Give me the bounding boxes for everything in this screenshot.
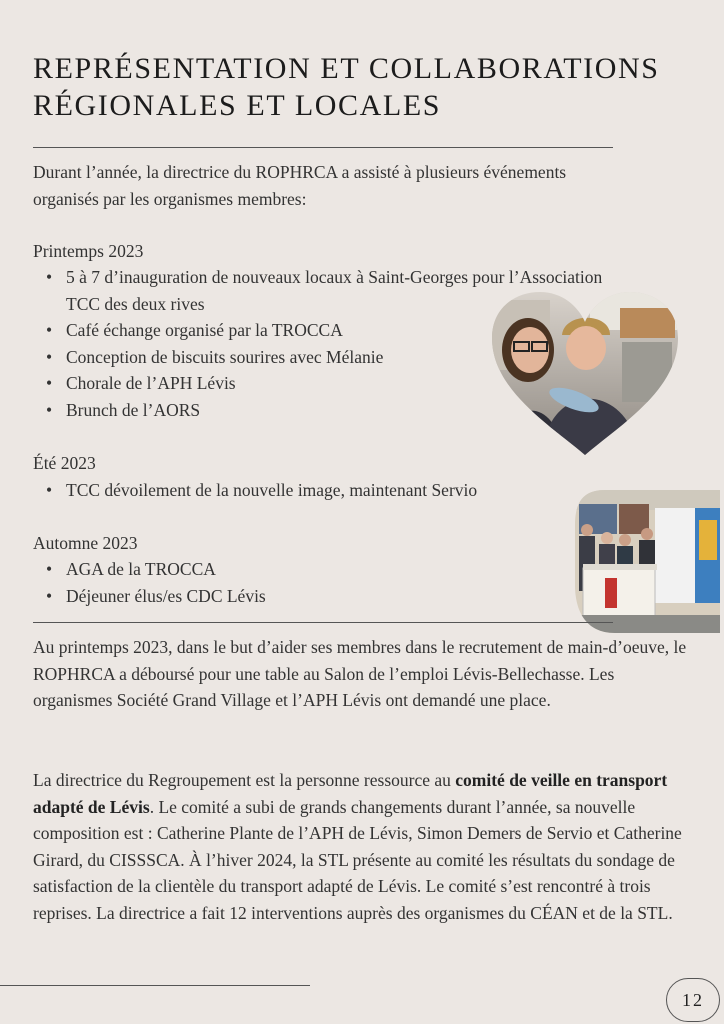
page-number: 12 [682,989,704,1010]
list-item: • Brunch de l’AORS [33,397,633,424]
autumn-event-list [33,556,553,609]
paragraph-text: La directrice du Regroupement est la personne ressource au [33,770,456,790]
season-label-spring: Printemps 2023 [33,241,144,261]
title-line-2: RÉGIONALES ET LOCALES [33,89,442,122]
season-label-autumn: Automne 2023 [33,533,138,553]
list-item: • Conception de biscuits sourires avec Mélanie [33,344,633,371]
committee-name: comité de veille en transport adapté de Lévis [33,770,668,817]
intro-text: Durant l’année, la directrice du ROPHRCA a assisté à plusieurs événements organisés par les organismes membres: [33,162,567,209]
list-item: • TCC dévoilement de la nouvelle image, maintenant Servio [33,477,593,504]
list-item: • Chorale de l’APH Lévis [33,370,633,397]
section-divider [33,622,613,623]
page-number-badge [666,978,720,1022]
list-item: • Déjeuner élus/es CDC Lévis [33,583,553,610]
title-divider [33,147,613,148]
title-line-1: REPRÉSENTATION ET COLLABORATIONS [33,52,660,85]
heart-photo [490,290,680,458]
paragraph-text: . Le comité a subi de grands changements durant l’année, sa nouvelle composition est : Catherine Plante de l’APH de Lévis, Simon Demers de Servio et Catherine Girard, du CISSSCA. À l’hiver 2024, la STL présente au comité les résultats du sondage de satisfaction de la clientèle du transport adapté de Lévis. Le comité s’est rencontré à trois reprises. La directrice a fait 12 interventions auprès des organismes du CÉAN et de la STL. [33,796,682,923]
list-item: • 5 à 7 d’inauguration de nouveaux locaux à Saint-Georges pour l’Association TCC des deux rives [33,264,633,317]
salon-emploi-paragraph: Au printemps 2023, dans le but d’aider ses membres dans le recrutement de main-d’oeuve, le ROPHRCA a déboursé pour une table au Salon de l’emploi Lévis-Bellechasse. Les organismes Société Grand Village et l’APH Lévis ont demandé une place. [33,637,687,710]
page-title [33,50,693,124]
summer-event-list [33,477,593,504]
season-label-summer: Été 2023 [33,453,96,473]
bottom-divider [0,985,310,986]
list-item: • AGA de la TROCCA [33,556,553,583]
list-item: • Café échange organisé par la TROCCA [33,317,633,344]
transport-committee-paragraph [33,767,688,926]
booth-photo [575,490,720,633]
